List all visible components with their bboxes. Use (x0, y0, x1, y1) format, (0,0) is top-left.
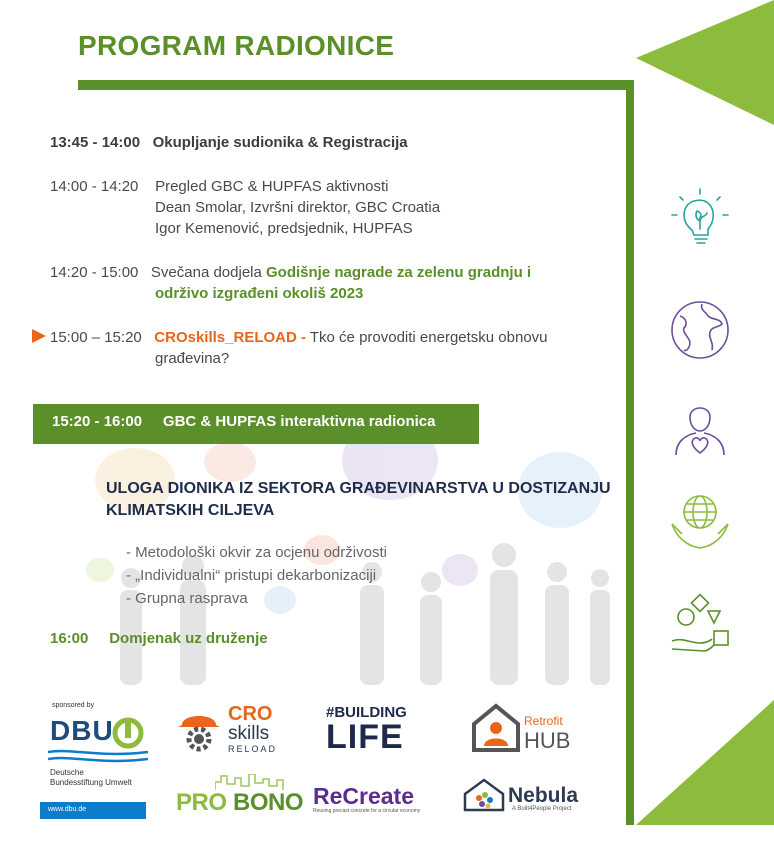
top-triangle-decoration (636, 0, 774, 125)
row-text-line2: građevina? (155, 350, 230, 367)
workshop-topic (106, 478, 611, 522)
row-text: Domjenak uz druženje (109, 630, 268, 647)
retrofit-house-icon (470, 702, 522, 754)
speaker-1: Dean Smolar, Izvršni direktor, GBC Croatia (155, 199, 441, 216)
topic-line-2: KLIMATSKIH CILJEVA (106, 502, 275, 519)
workshop-banner-text (52, 413, 435, 430)
row-time: 16:00 (50, 630, 89, 647)
sponsored-by-label: sponsored by (52, 702, 95, 709)
row-time: 13:45 - 14:00 (50, 134, 141, 151)
buildinglife-logo-line1: #BUILDING (326, 704, 407, 721)
probono-logo-part2: BONO (233, 789, 303, 816)
probono-logo-part1: PRO (176, 789, 227, 816)
dbu-url: www.dbu.de (40, 802, 146, 819)
croskills-logo-line1: CRO (228, 703, 273, 725)
schedule-row-registration (50, 132, 408, 153)
right-divider (626, 80, 634, 825)
banner-title: GBC & HUPFAS interaktivna radionica (162, 413, 436, 430)
header-divider (78, 80, 634, 90)
globe-hands-icon (668, 490, 732, 554)
row-text: Svečana dodjela (150, 264, 267, 281)
row-time: 15:00 – 15:20 (50, 329, 142, 346)
play-arrow-icon (32, 329, 46, 343)
bullet-item: - Metodološki okvir za ocjenu održivosti (126, 544, 387, 561)
row-text: Okupljanje sudionika & Registracija (152, 134, 408, 151)
schedule-row-closing (50, 630, 268, 647)
lightbulb-icon (668, 185, 732, 251)
topic-line-1: ULOGA DIONIKA IZ SEKTORA GRAĐEVINARSTVA U DOSTIZANJU (106, 480, 611, 497)
buildinglife-logo-line2: LIFE (326, 718, 404, 756)
schedule-row-croskills (50, 327, 548, 369)
row-text: Tko će provoditi energetsku obnovu (305, 329, 548, 346)
bullet-item: - „Individualni“ pristupi dekarbonizaciji (126, 567, 377, 584)
schedule-row-award (50, 262, 531, 304)
award-title: Godišnje nagrade za zelenu gradnju i (266, 264, 532, 281)
dbu-logo-text: DBU (50, 715, 114, 746)
schedule-row-overview (50, 176, 440, 239)
speaker-2: Igor Kemenović, predsjednik, HUPFAS (155, 220, 413, 237)
globe-icon (668, 298, 732, 362)
croskills-helmet-gear-icon (176, 705, 226, 753)
croskills-logo-line2: skills (228, 723, 270, 744)
banner-time: 15:20 - 16:00 (52, 413, 143, 430)
probono-skyline-icon (215, 774, 285, 790)
croskills-logo-line3: RELOAD (228, 744, 278, 754)
dbu-logo-icon (110, 716, 148, 752)
dbu-subtitle-1: Deutsche (50, 768, 84, 777)
page-title: PROGRAM RADIONICE (78, 30, 395, 61)
nebula-tagline: A Built4People Project (512, 806, 572, 812)
nebula-house-icon (463, 778, 505, 812)
nebula-logo-text: Nebula (508, 784, 579, 807)
dbu-wave-icon (48, 748, 148, 766)
person-heart-icon (668, 393, 732, 459)
bullet-item: - Grupna rasprava (126, 590, 248, 607)
row-text: Pregled GBC & HUPFAS aktivnosti (155, 178, 389, 195)
retrofit-logo-line1: Retrofit (524, 714, 563, 728)
croskills-highlight: CROskills_RELOAD - (154, 329, 306, 346)
retrofit-logo-line2: HUB (524, 728, 571, 753)
dbu-subtitle-2: Bundesstiftung Umwelt (50, 778, 132, 787)
row-time: 14:20 - 15:00 (50, 264, 139, 281)
shapes-hand-icon (668, 593, 732, 657)
recreate-logo-text: ReCreate (313, 783, 414, 809)
recreate-tagline: Reusing precast concrete for a circular economy (313, 808, 421, 814)
award-title-line2: održivo izgrađeni okoliš 2023 (155, 285, 364, 302)
row-time: 14:00 - 14:20 (50, 178, 139, 195)
bottom-triangle-decoration (636, 700, 774, 825)
